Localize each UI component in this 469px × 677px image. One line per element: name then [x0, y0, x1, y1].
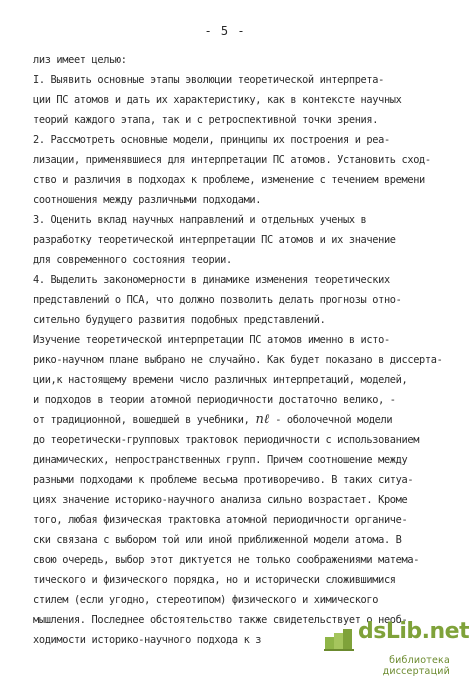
text-line: свою очередь, выбор этот диктуется не только соображениями матема- [33, 554, 420, 566]
text-fragment: - оболочечной модели [275, 414, 393, 426]
text-line: мышления. Последнее обстоятельство также свидетельствует о необ- [33, 614, 408, 626]
text-line: до теоретически-групповых трактовок периодичности с использованием [33, 434, 420, 446]
watermark[interactable] [322, 617, 469, 677]
text-line: циях значение историко-научного анализа сильно возрастает. Кроме [33, 494, 408, 506]
text-line: ски связана с выбором той или иной приближенной модели атома. В [33, 534, 402, 546]
text-line: теорий каждого этапа, так и с ретроспективной точки зрения. [33, 114, 379, 126]
text-line: 3. Оценить вклад научных направлений и отдельных ученых в [33, 214, 367, 226]
text-line: 4. Выделить закономерности в динамике изменения теоретических [33, 274, 390, 286]
text-line: и подходов в теории атомной периодичности достаточно велико, - [33, 394, 396, 406]
text-line: тического и физического порядка, но и исторически сложившимися [33, 574, 396, 586]
text-line: разработку теоретической интерпретации ПС атомов и их значение [33, 234, 396, 246]
text-line: того, любая физическая трактовка атомной периодичности органиче- [33, 514, 408, 526]
text-line: стилем (если угодно, стереотипом) физического и химического [33, 594, 379, 606]
text-line: ходимости историко-научного подхода к з [33, 634, 262, 646]
text-line: ции ПС атомов и дать их характеристику, как в контексте научных [33, 94, 402, 106]
text-line: сительно будущего развития подобных представлений. [33, 314, 326, 326]
watermark-brand: dsLib.net [358, 619, 469, 644]
text-line: соотношения между различными подходами. [33, 194, 262, 206]
text-line: I. Выявить основные этапы эволюции теоретической интерпрета- [33, 74, 384, 86]
text-line: лиз имеет целью: [33, 54, 127, 66]
text-line: лизации, применявшиеся для интерпретации ПС атомов. Установить сход- [33, 154, 431, 166]
text-fragment: от традиционной, вошедшей в учебники, [33, 414, 250, 426]
watermark-tagline: библиотека диссертаций [382, 655, 450, 677]
text-line: динамических, непространственных групп. Причем соотношение между [33, 454, 408, 466]
text-line: Изучение теоретической интерпретации ПС атомов именно в исто- [33, 334, 390, 346]
text-line: разными подходами к проблеме весьма противоречиво. В таких ситуа- [33, 474, 414, 486]
text-line-with-insert [33, 413, 425, 427]
handwritten-insert: nℓ [255, 412, 270, 427]
text-line: для современного состояния теории. [33, 254, 232, 266]
text-line: представлений о ПСА, что должно позволить делать прогнозы отно- [33, 294, 402, 306]
page-number: - 5 - [204, 24, 246, 38]
text-line: ство и различия в подходах к проблеме, изменение с течением времени [33, 174, 425, 186]
books-logo-icon [322, 623, 356, 651]
text-line: 2. Рассмотреть основные модели, принципы их построения и реа- [33, 134, 390, 146]
text-line: рико-научном плане выбрано не случайно. Как будет показано в диссерта- [33, 354, 443, 366]
text-line: ции,к настоящему времени число различных интерпретаций, моделей, [33, 374, 408, 386]
